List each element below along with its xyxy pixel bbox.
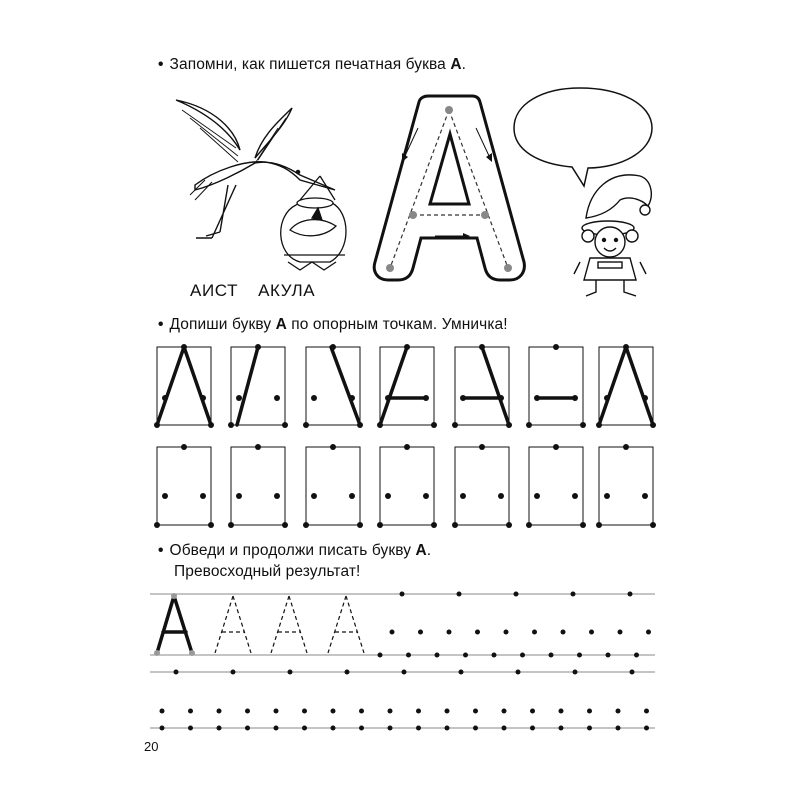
guide-dot — [162, 493, 168, 499]
tracing-cell — [599, 347, 653, 425]
tracing-cell — [455, 347, 509, 425]
guide-dot — [479, 444, 485, 450]
bullet: • — [158, 56, 164, 73]
guide-dot — [331, 709, 336, 714]
guide-dot — [303, 422, 309, 428]
writing-practice-lines — [150, 592, 655, 731]
guide-dot — [572, 395, 578, 401]
guide-dot — [553, 444, 559, 450]
guide-dot — [378, 653, 383, 658]
guide-dot — [460, 493, 466, 499]
guide-dot — [236, 493, 242, 499]
tracing-cell — [529, 447, 583, 525]
guide-dot — [217, 709, 222, 714]
guide-dot — [506, 422, 512, 428]
guide-dot — [553, 344, 559, 350]
letter-stroke — [626, 347, 653, 425]
guide-dot — [236, 395, 242, 401]
guide-dot — [274, 726, 279, 731]
guide-dot — [445, 726, 450, 731]
guide-dot — [349, 395, 355, 401]
guide-dot — [618, 630, 623, 635]
guide-dot — [181, 344, 187, 350]
big-letter-a-stencil — [374, 96, 524, 280]
task3-letter: А — [415, 542, 427, 559]
guide-dot — [416, 709, 421, 714]
guide-dot — [282, 422, 288, 428]
guide-dot — [623, 344, 629, 350]
guide-dot — [423, 395, 429, 401]
guide-dot — [400, 592, 405, 597]
letter-stroke — [482, 347, 509, 425]
guide-dot — [587, 709, 592, 714]
guide-dot — [623, 444, 629, 450]
guide-dot — [642, 493, 648, 499]
task3-instruction-line2: Превосходный результат! — [174, 563, 361, 580]
task3-end: . — [426, 542, 432, 559]
guide-dot — [423, 493, 429, 499]
guide-dot — [200, 395, 206, 401]
guide-dot — [644, 709, 649, 714]
guide-dot — [650, 522, 656, 528]
guide-dot — [390, 630, 395, 635]
guide-dot — [616, 726, 621, 731]
guide-dot — [534, 493, 540, 499]
guide-dot — [596, 522, 602, 528]
bullet: • — [158, 542, 164, 559]
guide-dot — [274, 395, 280, 401]
guide-dot — [431, 422, 437, 428]
tracing-cell — [306, 347, 360, 425]
guide-dot — [492, 653, 497, 658]
guide-dot — [646, 630, 651, 635]
tracing-cell — [529, 347, 583, 425]
guide-dot — [388, 726, 393, 731]
tracing-cell — [157, 347, 211, 425]
guide-dot — [154, 422, 160, 428]
tracing-cell — [380, 447, 434, 525]
guide-dot — [504, 630, 509, 635]
letter-stroke — [331, 347, 360, 425]
guide-dot — [228, 522, 234, 528]
guide-dot — [357, 422, 363, 428]
guide-dot — [475, 630, 480, 635]
guide-dot — [452, 422, 458, 428]
guide-dot — [460, 395, 466, 401]
guide-dot — [572, 493, 578, 499]
guide-dot — [357, 522, 363, 528]
tracing-grid — [154, 344, 656, 528]
guide-dot — [514, 592, 519, 597]
guide-dot — [154, 522, 160, 528]
tracing-cell — [455, 447, 509, 525]
guide-dot — [349, 493, 355, 499]
task2-letter: А — [275, 316, 287, 333]
guide-dot — [160, 726, 165, 731]
guide-dot — [561, 630, 566, 635]
guide-dot — [200, 493, 206, 499]
guide-dot — [634, 653, 639, 658]
guide-dot — [577, 653, 582, 658]
guide-dot — [616, 709, 621, 714]
speech-bubble — [514, 88, 652, 186]
dashed-letter — [215, 596, 251, 653]
guide-dot — [604, 395, 610, 401]
guide-dot — [506, 522, 512, 528]
guide-dot — [587, 726, 592, 731]
tracing-cell — [306, 447, 360, 525]
guide-dot — [452, 522, 458, 528]
guide-dot — [345, 670, 350, 675]
guide-dot — [642, 395, 648, 401]
guide-dot — [181, 444, 187, 450]
tracing-cell — [599, 447, 653, 525]
task1-letter: А — [450, 56, 462, 73]
guide-dot — [630, 670, 635, 675]
guide-dot — [330, 344, 336, 350]
page-number: 20 — [144, 739, 159, 754]
guide-dot — [650, 422, 656, 428]
guide-dot — [174, 670, 179, 675]
guide-dot — [479, 344, 485, 350]
guide-dot — [502, 709, 507, 714]
guide-dot — [217, 726, 222, 731]
task1-end: . — [461, 56, 467, 73]
guide-dot — [406, 653, 411, 658]
guide-dot — [416, 726, 421, 731]
guide-dot — [302, 709, 307, 714]
guide-dot — [302, 726, 307, 731]
task2-text: Допиши букву — [169, 316, 276, 333]
guide-dot — [580, 422, 586, 428]
guide-dot — [502, 726, 507, 731]
guide-dot — [526, 522, 532, 528]
guide-dot — [516, 670, 521, 675]
dashed-letter — [271, 596, 307, 653]
guide-dot — [580, 522, 586, 528]
guide-dot — [404, 444, 410, 450]
guide-dot — [526, 422, 532, 428]
guide-dot — [188, 709, 193, 714]
guide-dot — [534, 395, 540, 401]
guide-dot — [606, 653, 611, 658]
guide-dot — [457, 592, 462, 597]
guide-dot — [447, 630, 452, 635]
guide-dot — [274, 493, 280, 499]
guide-dot — [628, 592, 633, 597]
guide-dot — [604, 493, 610, 499]
guide-dot — [171, 593, 177, 599]
guide-dot — [418, 630, 423, 635]
guide-dot — [330, 444, 336, 450]
word-stork: АИСТ — [190, 281, 239, 300]
guide-dot — [255, 444, 261, 450]
letter-stroke — [237, 347, 258, 425]
example-letter — [157, 596, 192, 653]
guide-dot — [431, 522, 437, 528]
guide-dot — [463, 653, 468, 658]
letter-stroke — [380, 347, 407, 425]
guide-dot — [160, 709, 165, 714]
word-shark: АКУЛА — [258, 281, 316, 300]
guide-dot — [473, 709, 478, 714]
guide-dot — [377, 522, 383, 528]
guide-dot — [188, 726, 193, 731]
guide-dot — [445, 709, 450, 714]
guide-dot — [498, 395, 504, 401]
guide-dot — [596, 422, 602, 428]
letter-stroke — [184, 347, 211, 425]
guide-dot — [559, 709, 564, 714]
guide-dot — [532, 630, 537, 635]
guide-dot — [559, 726, 564, 731]
guide-dot — [404, 344, 410, 350]
tracing-cell — [157, 447, 211, 525]
guide-dot — [231, 670, 236, 675]
task1-text: Запомни, как пишется печатная буква — [169, 56, 451, 73]
dashed-letter — [328, 596, 364, 653]
gnome-illustration — [574, 175, 651, 296]
letter-stroke — [157, 347, 184, 425]
guide-dot — [303, 522, 309, 528]
task2-text-after: по опорным точкам. Умничка! — [286, 316, 508, 333]
guide-dot — [498, 493, 504, 499]
bullet: • — [158, 316, 164, 333]
letter-stroke — [599, 347, 626, 425]
guide-dot — [274, 709, 279, 714]
task3-text: Обведи и продолжи писать букву — [169, 542, 416, 559]
guide-dot — [520, 653, 525, 658]
guide-dot — [245, 726, 250, 731]
guide-dot — [589, 630, 594, 635]
guide-dot — [377, 422, 383, 428]
guide-dot — [644, 726, 649, 731]
guide-dot — [311, 395, 317, 401]
guide-dot — [208, 422, 214, 428]
guide-dot — [402, 670, 407, 675]
fishbowl-illustration — [281, 176, 346, 270]
guide-dot — [255, 344, 261, 350]
guide-dot — [530, 709, 535, 714]
tracing-cell — [231, 447, 285, 525]
guide-dot — [359, 726, 364, 731]
guide-dot — [228, 422, 234, 428]
guide-dot — [573, 670, 578, 675]
guide-dot — [549, 653, 554, 658]
guide-dot — [459, 670, 464, 675]
guide-dot — [331, 726, 336, 731]
guide-dot — [245, 709, 250, 714]
guide-dot — [288, 670, 293, 675]
guide-dot — [435, 653, 440, 658]
guide-dot — [388, 709, 393, 714]
guide-dot — [311, 493, 317, 499]
guide-dot — [571, 592, 576, 597]
guide-dot — [385, 395, 391, 401]
guide-dot — [162, 395, 168, 401]
guide-dot — [530, 726, 535, 731]
guide-dot — [189, 650, 195, 656]
tracing-cell — [380, 347, 434, 425]
guide-dot — [282, 522, 288, 528]
guide-dot — [385, 493, 391, 499]
guide-dot — [154, 650, 160, 656]
guide-dot — [208, 522, 214, 528]
guide-dot — [473, 726, 478, 731]
guide-dot — [359, 709, 364, 714]
